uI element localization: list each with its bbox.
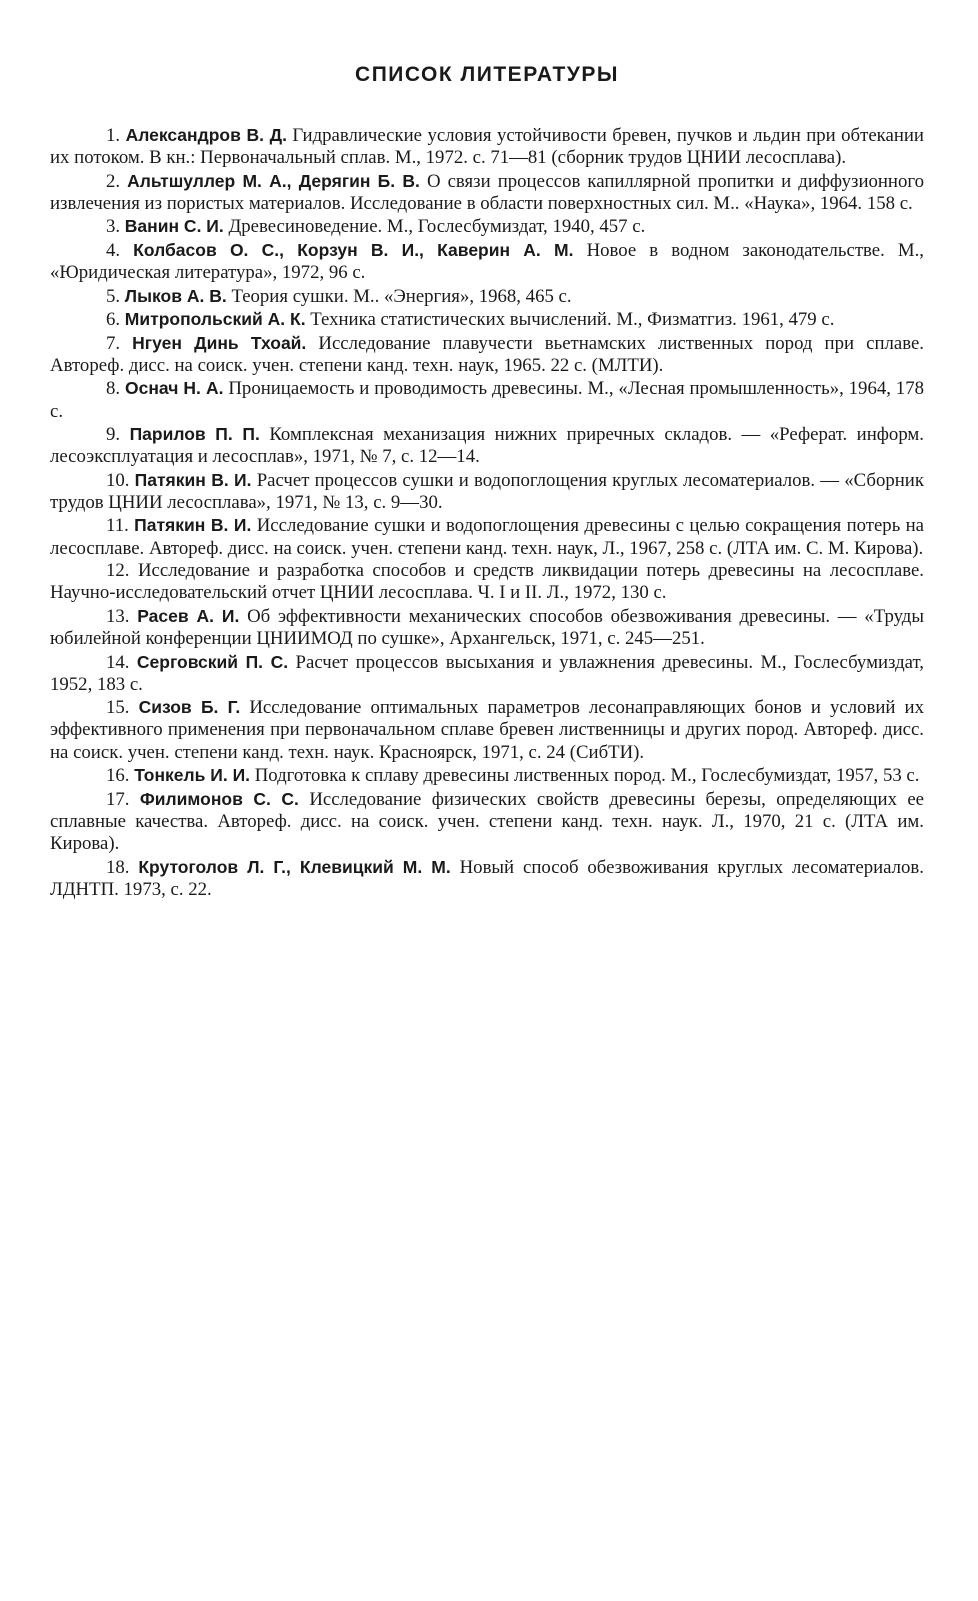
- reference-item: [50, 560, 924, 604]
- reference-item: [50, 308, 924, 331]
- reference-item: [50, 788, 924, 856]
- reference-authors: Колбасов О. С., Корзун В. И., Каверин А. М.: [133, 239, 574, 260]
- reference-item: [50, 651, 924, 696]
- page-title: СПИСОК ЛИТЕРАТУРЫ: [355, 63, 619, 86]
- reference-text: Исследование оптимальных параметров лесонаправляющих бонов и условий их эффективного применения при первоначальном сплаве бревен лиственницы и других пород. Автореф. дисс. на соиск. учен. степени канд. техн. наук. Красноярск, 1971, с. 24 (СибТИ).: [50, 697, 924, 763]
- reference-text: Комплексная механизация нижних приречных складов. — «Реферат. информ. лесоэксплуатация и лесосплав», 1971, № 7, с. 12—14.: [50, 424, 925, 468]
- reference-item: [50, 377, 924, 422]
- reference-authors: Патякин В. И.: [134, 469, 252, 490]
- reference-text: Проницаемость и проводимость древесины. М., «Лесная промышленность», 1964, 178 с.: [50, 378, 924, 422]
- reference-number: 13.: [106, 605, 130, 627]
- reference-text: Теория сушки. М.. «Энергия», 1968, 465 с.: [231, 285, 572, 307]
- reference-item: [50, 764, 924, 787]
- bibliography-page: [50, 62, 924, 901]
- reference-text: Новое в водном законодательстве. М., «Юридическая литература», 1972, 96 с.: [50, 239, 924, 284]
- reference-item: [50, 285, 924, 308]
- reference-number: 12.: [106, 560, 130, 582]
- reference-item: [50, 124, 924, 169]
- reference-text: Исследование плавучести вьетнамских лиственных пород при сплаве. Автореф. дисс. на соиск. учен. степени канд. техн. наук, 1965. 22 с. (МЛТИ).: [50, 332, 924, 376]
- reference-text: Древесиноведение. М., Гослесбумиздат, 1940, 457 с.: [228, 216, 646, 238]
- reference-authors: Расев А. И.: [137, 605, 240, 626]
- reference-text: Техника статистических вычислений. М., Физматгиз. 1961, 479 с.: [310, 309, 835, 331]
- reference-text: Исследование физических свойств древесины березы, определяющих ее сплавные качества. Автореф. дисс. на соиск. учен. степени канд. техн. наук. Л., 1970, 21 с. (ЛТА им. Кирова).: [50, 788, 924, 855]
- reference-text: Новый способ обезвоживания круглых лесоматериалов. ЛДНТП. 1973, с. 22.: [50, 856, 924, 900]
- reference-text: Исследование и разработка способов и средств ликвидации потерь древесины на лесосплаве. Научно-исследовательский отчет ЦНИИ лесосплава. Ч. I и II. Л., 1972, 130 с.: [50, 560, 924, 604]
- reference-number: 14.: [106, 651, 130, 673]
- reference-number: 16.: [106, 765, 130, 787]
- reference-number: 3.: [106, 216, 121, 238]
- reference-number: 7.: [106, 332, 121, 354]
- reference-item: [50, 469, 924, 514]
- reference-authors: Ванин С. И.: [124, 216, 224, 237]
- reference-authors: Филимонов С. С.: [139, 788, 299, 809]
- reference-item: [50, 856, 924, 901]
- reference-number: 9.: [106, 424, 121, 446]
- reference-text: Гидравлические условия устойчивости бревен, пучков и льдин при обтекании их потоком. В кн.: Первоначальный сплав. М., 1972. с. 71—81 (сборник трудов ЦНИИ лесосплава).: [50, 125, 924, 169]
- reference-authors: Лыков А. В.: [124, 285, 227, 306]
- reference-item: [50, 215, 924, 238]
- reference-authors: Оснач Н. А.: [124, 378, 224, 399]
- reference-list: [50, 124, 924, 901]
- reference-number: 6.: [106, 309, 121, 331]
- reference-number: 15.: [106, 697, 130, 719]
- reference-number: 8.: [106, 378, 121, 400]
- reference-authors: Патякин В. И.: [134, 515, 252, 536]
- reference-item: [50, 332, 924, 377]
- reference-authors: Сизов Б. Г.: [138, 697, 241, 718]
- reference-number: 4.: [106, 239, 121, 261]
- reference-text: О связи процессов капиллярной пропитки и диффузионного извлечения из пористых материалов. Исследование в области поверхностных сил. М.. «Наука», 1964. 158 с.: [50, 170, 924, 214]
- reference-item: [50, 170, 924, 215]
- reference-authors: Митропольский А. К.: [124, 309, 306, 330]
- reference-number: 2.: [106, 170, 121, 192]
- reference-authors: Крутоголов Л. Г., Клевицкий М. М.: [138, 856, 451, 877]
- reference-item: [50, 423, 924, 468]
- reference-text: Подготовка к сплаву древесины лиственных пород. М., Гослесбумиздат, 1957, 53 с.: [254, 765, 920, 787]
- reference-text: Об эффективности механических способов обезвоживания древесины. — «Труды юбилейной конференции ЦНИИМОД по сушке», Архангельск, 1971, с. 245—251.: [50, 605, 924, 650]
- reference-number: 5.: [106, 285, 121, 307]
- reference-item: [50, 239, 924, 284]
- reference-item: [50, 605, 924, 650]
- reference-item: [50, 514, 924, 559]
- reference-number: 11.: [106, 515, 129, 537]
- reference-item: [50, 696, 924, 764]
- reference-authors: Серговский П. С.: [136, 651, 289, 672]
- reference-authors: Парилов П. П.: [129, 424, 260, 445]
- reference-number: 1.: [106, 125, 121, 146]
- reference-text: Исследование сушки и водопоглощения древесины с целью сокращения потерь на лесосплаве. Автореф. дисс. на соиск. учен. степени канд. техн. наук, Л., 1967, 258 с. (ЛТА им. С. М. Кирова).: [50, 515, 925, 559]
- reference-authors: Александров В. Д.: [125, 125, 287, 145]
- reference-text: Расчет процессов высыхания и увлажнения древесины. М., Гослесбумиздат, 1952, 183 с.: [50, 651, 924, 695]
- reference-authors: Нгуен Динь Тхоай.: [132, 332, 307, 353]
- reference-number: 18.: [106, 856, 130, 878]
- reference-authors: Альтшуллер М. А., Дерягин Б. В.: [127, 170, 420, 191]
- reference-authors: Тонкель И. И.: [134, 765, 251, 786]
- reference-text: Расчет процессов сушки и водопоглощения круглых лесоматериалов. — «Сборник трудов ЦНИИ лесосплава», 1971, № 13, с. 9—30.: [50, 469, 924, 513]
- reference-number: 17.: [106, 788, 130, 810]
- reference-number: 10.: [106, 469, 130, 491]
